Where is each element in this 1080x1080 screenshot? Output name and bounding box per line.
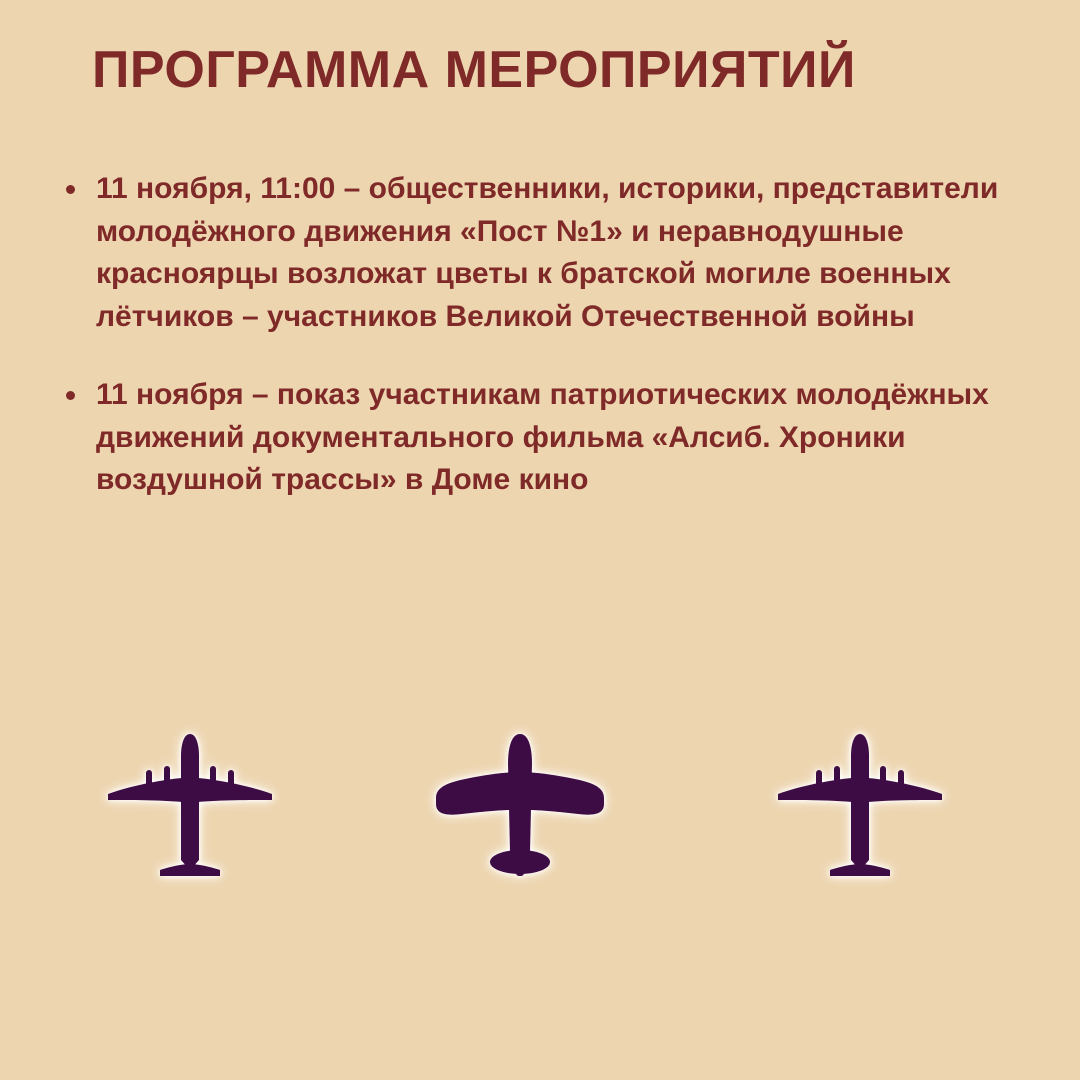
bullet-icon bbox=[66, 391, 75, 400]
four-engine-plane-icon bbox=[770, 720, 950, 890]
single-engine-plane-icon bbox=[430, 720, 610, 890]
bullet-icon bbox=[66, 185, 75, 194]
list-item bbox=[62, 374, 1042, 502]
four-engine-plane-icon bbox=[100, 720, 280, 890]
event-list bbox=[62, 168, 1042, 538]
event-text: 11 ноября – показ участникам патриотических молодёжных движений документального фильма «Алсиб. Хроники воздушной трассы» в Доме кино bbox=[96, 378, 989, 496]
planes-row bbox=[0, 720, 1080, 900]
event-text: 11 ноября, 11:00 – общественники, историки, представители молодёжного движения «Пост №1» и неравнодушные красноярцы возложат цветы к братской могиле военных лётчиков – участников Великой Отечественной войны bbox=[96, 172, 999, 333]
list-item bbox=[62, 168, 1042, 338]
page-title: ПРОГРАММА МЕРОПРИЯТИЙ bbox=[92, 41, 856, 99]
